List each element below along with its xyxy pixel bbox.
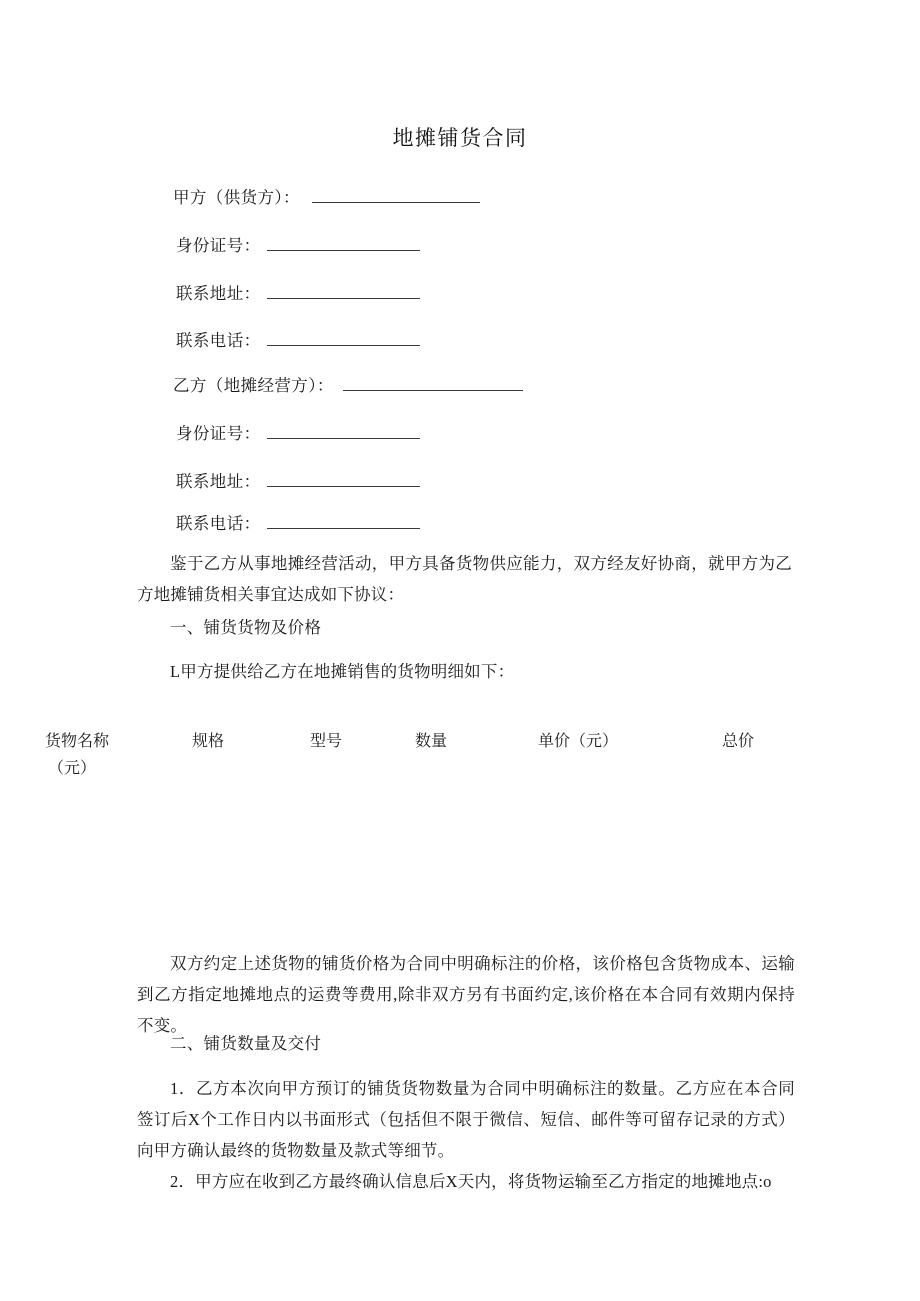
party-a-name-row [173,184,480,208]
party-b-address-blank[interactable] [267,471,420,487]
party-b-phone-blank[interactable] [267,513,420,529]
party-a-phone-blank[interactable] [267,330,420,346]
section-1-closing-paragraph: 双方约定上述货物的铺货价格为合同中明确标注的价格，该价格包含货物成本、运输到乙方指定地摊地点的运费等费用,除非双方另有书面约定,该价格在本合同有效期内保持不变。 [137,954,795,1035]
section-2-clause-1: 1．乙方本次向甲方预订的铺货货物数量为合同中明确标注的数量。乙方应在本合同签订后X个工作日内以书面形式（包括但不限于微信、短信、邮件等可留存记录的方式）向甲方确认最终的货物数量及款式等细节。 [137,1079,795,1160]
party-b-address-label: 联系地址： [176,472,261,491]
party-b-phone-label: 联系电话： [176,514,261,533]
page-title: 地摊铺货合同 [392,126,528,150]
party-a-name-blank[interactable] [312,187,480,203]
section-1-heading: 一、铺货货物及价格 [170,618,322,637]
party-a-id-row [176,232,420,256]
table-header-goods-name: 货物名称 [45,733,110,750]
table-header-total-price-unit: （元） [48,760,97,777]
party-b-id-row [176,420,420,444]
party-b-phone-row [176,510,420,534]
section-2-clause-2: 2．甲方应在收到乙方最终确认信息后X天内，将货物运输至乙方指定的地摊地点:o [170,1172,772,1191]
party-b-id-label: 身份证号： [176,424,261,443]
party-b-name-row [173,372,523,396]
table-header-model: 型号 [310,733,343,750]
party-a-id-blank[interactable] [267,235,420,251]
party-a-name-label: 甲方（供货方）： [173,188,300,207]
section-2-heading: 二、铺货数量及交付 [170,1034,322,1053]
party-a-phone-label: 联系电话： [176,331,261,350]
party-b-address-row [176,468,420,492]
party-a-address-row [176,280,420,304]
party-a-id-label: 身份证号： [176,236,261,255]
party-a-address-blank[interactable] [267,283,420,299]
preamble-paragraph: 鉴于乙方从事地摊经营活动，甲方具备货物供应能力，双方经友好协商，就甲方为乙方地摊铺货相关事宜达成如下协议： [137,554,792,604]
table-header-quantity: 数量 [415,733,448,750]
party-b-name-blank[interactable] [343,375,523,391]
party-a-address-label: 联系地址： [176,284,261,303]
table-header-unit-price: 单价（元） [538,733,619,750]
section-1-item-1: L甲方提供给乙方在地摊销售的货物明细如下： [170,662,515,681]
party-b-id-blank[interactable] [267,423,420,439]
party-a-phone-row [176,327,420,351]
table-header-total-price: 总价 [722,733,755,750]
party-b-name-label: 乙方（地摊经营方）： [173,376,334,395]
table-header-spec: 规格 [192,733,225,750]
table-body-empty[interactable] [45,790,875,930]
